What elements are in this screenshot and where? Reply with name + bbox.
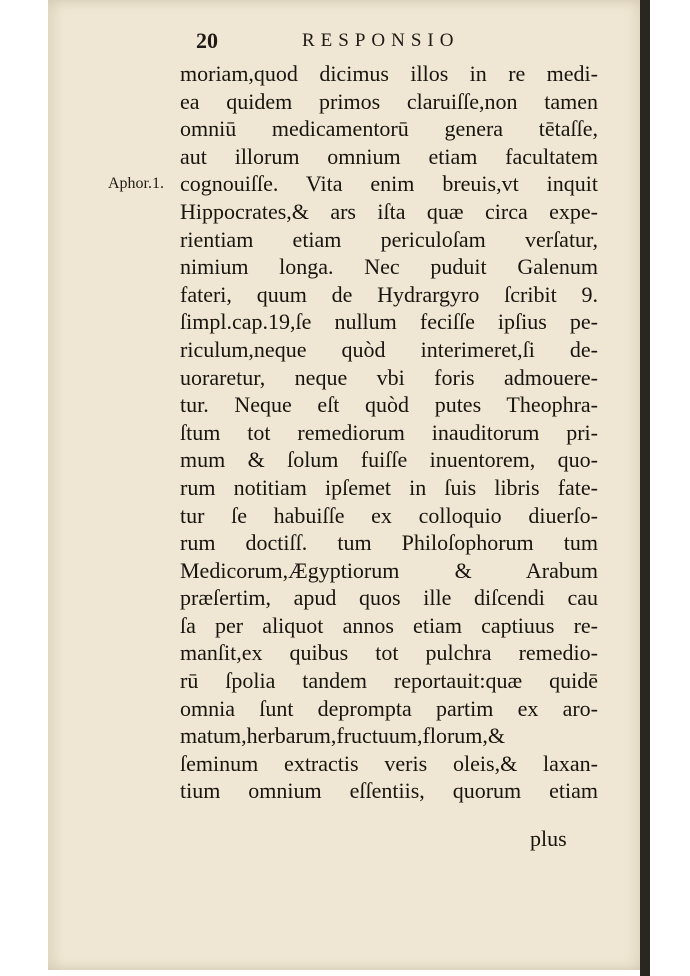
text-line: rū ſpolia tandem reportauit:quæ quidē: [180, 668, 598, 694]
body-text: [180, 60, 598, 805]
text-line: omnia ſunt deprompta partim ex aro-: [180, 695, 598, 721]
text-line: rum doctiſſ. tum Philoſophorum tum: [180, 530, 598, 556]
text-line: præſertim, apud quos ille diſcendi cau: [180, 585, 598, 611]
text-line: rientiam etiam periculoſam verſatur,: [180, 226, 598, 252]
text-line: Hippocrates,& ars iſta quæ circa expe-: [180, 198, 598, 224]
margin-note: Aphor.1.: [108, 175, 164, 192]
text-line: ſa per aliquot annos etiam captiuus re-: [180, 612, 598, 638]
text-line: moriam,quod dicimus illos in re medi-: [180, 61, 598, 86]
text-line: omniū medicamentorū genera tētaſſe,: [180, 116, 598, 142]
page-number: 20: [196, 28, 218, 53]
text-line: aut illorum omnium etiam facultatem: [180, 143, 598, 169]
page-edge-shadow: [640, 0, 650, 976]
text-line: tur. Neque eſt quòd putes Theophra-: [180, 392, 598, 418]
text-line: tium omnium eſſentiis, quorum etiam: [180, 778, 598, 804]
text-line: ſtum tot remediorum inauditorum pri-: [180, 419, 598, 445]
text-line: mum & ſolum fuiſſe inuentorem, quo-: [180, 447, 598, 473]
text-line: uoraretur, neque vbi foris admouere-: [180, 364, 598, 390]
text-line: rum notitiam ipſemet in ſuis libris fate-: [180, 474, 598, 500]
text-line: matum,herbarum,fructuum,florum,&: [180, 723, 506, 749]
text-line: tur ſe habuiſſe ex colloquio diuerſo-: [180, 502, 598, 528]
text-line: nimium longa. Nec puduit Galenum: [180, 254, 598, 280]
text-line: ſimpl.cap.19,ſe nullum feciſſe ipſius pe-: [180, 309, 598, 335]
text-line: cognouiſſe. Vita enim breuis,vt inquit: [180, 171, 598, 197]
text-line: fateri, quum de Hydrargyro ſcribit 9.: [180, 281, 598, 307]
running-title: RESPONSIO: [302, 30, 460, 51]
text-line: ea quidem primos claruiſſe,non tamen: [180, 88, 598, 114]
text-line: Medicorum,Ægyptiorum & Arabum: [180, 557, 598, 583]
running-head: [196, 28, 616, 58]
text-line: manſit,ex quibus tot pulchra remedio-: [180, 640, 598, 666]
text-line: riculum,neque quòd interimeret,ſi de-: [180, 336, 598, 362]
text-line: ſeminum extractis veris oleis,& laxan-: [180, 750, 598, 776]
catchword: plus: [530, 826, 567, 851]
